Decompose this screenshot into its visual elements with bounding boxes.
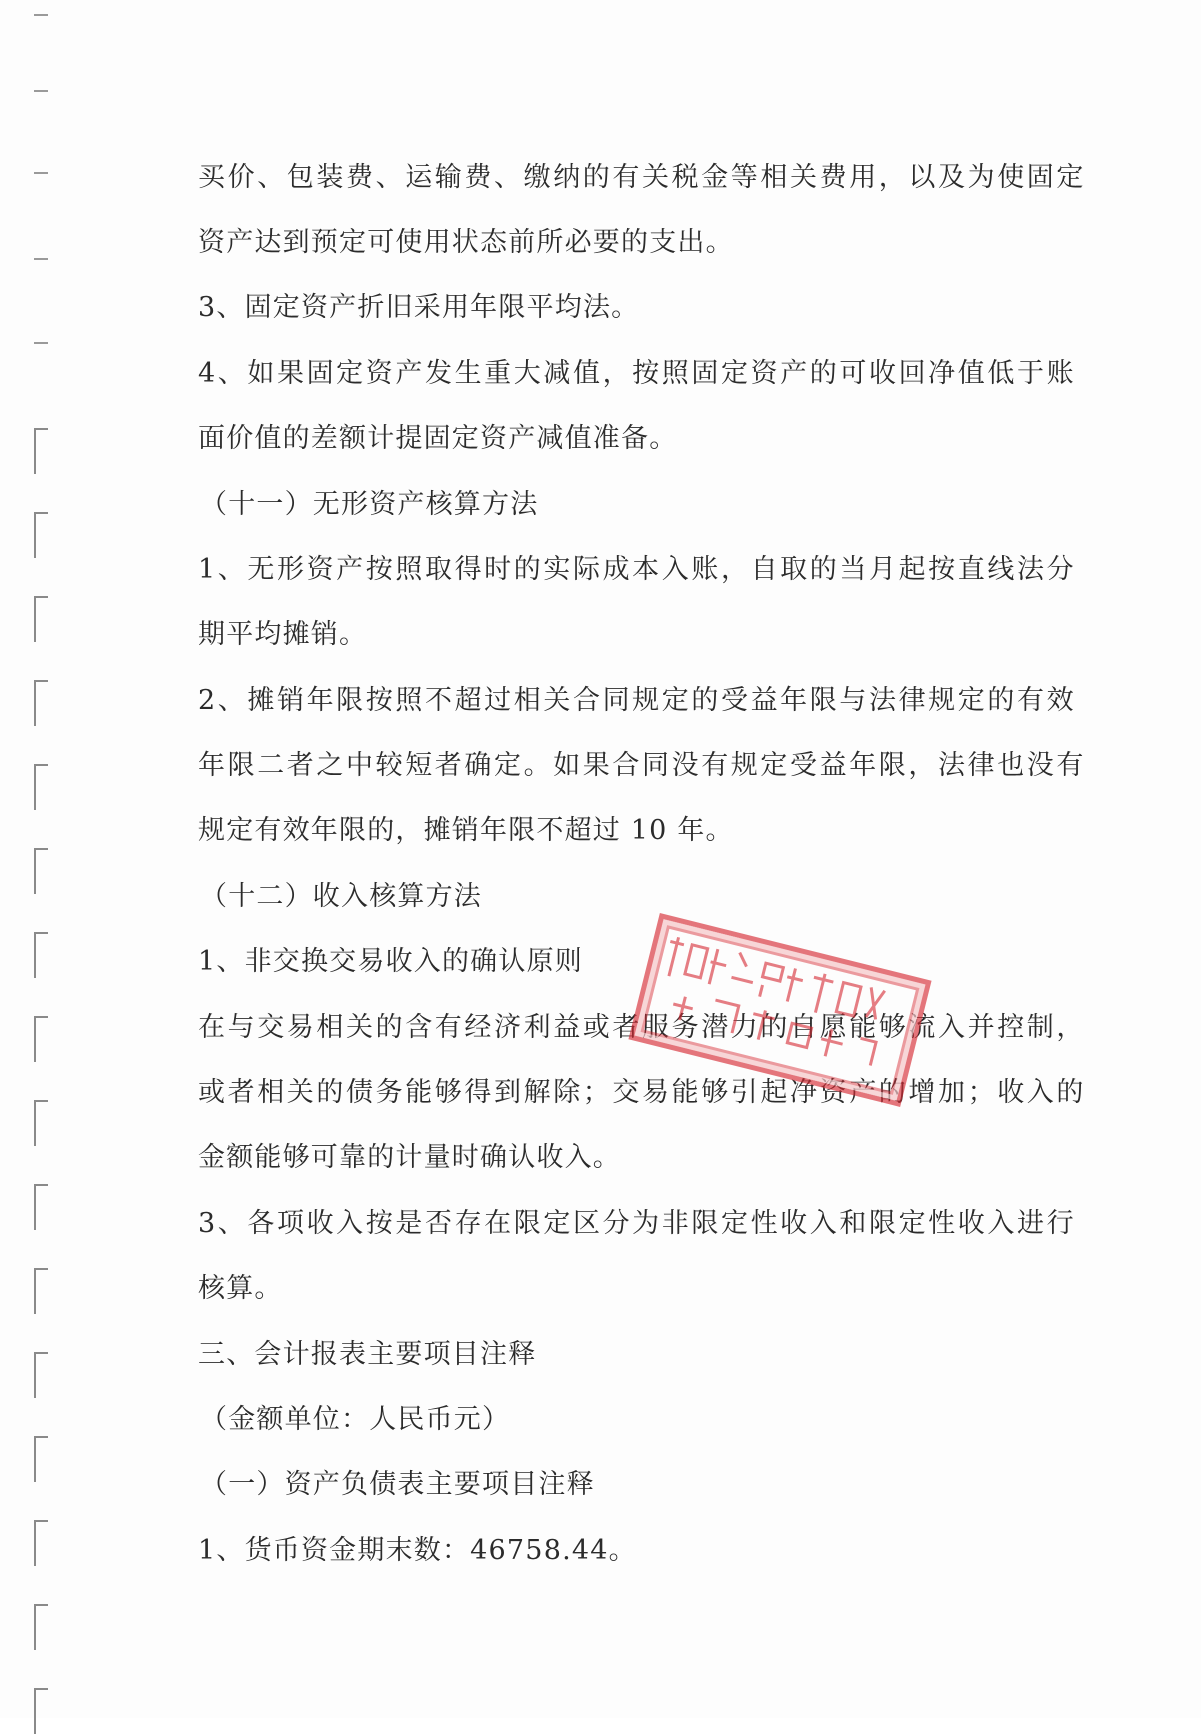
binding-hole — [34, 1352, 48, 1398]
list-item-text: 3、各项收入按是否存在限定区分为非限定性收入和限定性收入进行 — [198, 1208, 1077, 1239]
binding-hole — [34, 1100, 48, 1146]
binding-hole — [34, 1604, 48, 1650]
binding-mark — [34, 14, 48, 16]
body-text-line: 期平均摊销。 — [198, 619, 368, 650]
list-item-text: 1、货币资金期末数：46758.44。 — [198, 1535, 637, 1566]
body-text-line: 面价值的差额计提固定资产减值准备。 — [198, 423, 678, 454]
binding-hole — [34, 1520, 48, 1566]
list-item-text: 1、非交换交易收入的确认原则 — [198, 946, 583, 977]
body-text-line: 核算。 — [198, 1273, 283, 1304]
section-heading: （十一）无形资产核算方法 — [200, 489, 539, 520]
section-heading: （十二）收入核算方法 — [200, 881, 482, 912]
list-item-text: 4、如果固定资产发生重大减值，按照固定资产的可收回净值低于账 — [198, 358, 1077, 389]
section-heading: 三、会计报表主要项目注释 — [198, 1339, 537, 1370]
body-text-line: 在与交易相关的含有经济利益或者服务潜力的自愿能够流入并控制， — [198, 1012, 1086, 1043]
binding-mark — [34, 172, 48, 174]
list-item-text: 1、无形资产按照取得时的实际成本入账，自取的当月起按直线法分 — [198, 554, 1077, 585]
binding-holes — [34, 0, 54, 1718]
binding-hole — [34, 1016, 48, 1062]
body-text-line: 买价、包装费、运输费、缴纳的有关税金等相关费用，以及为使固定 — [198, 162, 1086, 193]
binding-mark — [34, 258, 48, 260]
binding-hole — [34, 848, 48, 894]
body-text-line: 资产达到预定可使用状态前所必要的支出。 — [198, 227, 734, 258]
body-text-line: 金额能够可靠的计量时确认收入。 — [198, 1142, 621, 1173]
body-text-line: 或者相关的债务能够得到解除；交易能够引起净资产的增加；收入的 — [198, 1077, 1086, 1108]
binding-hole — [34, 1268, 48, 1314]
binding-hole — [34, 932, 48, 978]
binding-hole — [34, 428, 48, 474]
body-text-line: 规定有效年限的，摊销年限不超过 10 年。 — [198, 815, 734, 846]
binding-hole — [34, 512, 48, 558]
section-heading: （一）资产负债表主要项目注释 — [200, 1469, 595, 1500]
binding-mark — [34, 342, 48, 344]
body-text-line: 年限二者之中较短者确定。如果合同没有规定受益年限，法律也没有 — [198, 750, 1086, 781]
list-item-text: 3、固定资产折旧采用年限平均法。 — [198, 292, 640, 323]
binding-hole — [34, 1436, 48, 1482]
binding-hole — [34, 1184, 48, 1230]
seal-mark-icon — [637, 919, 916, 1089]
unit-note: （金额单位：人民币元） — [200, 1404, 511, 1435]
list-item-text: 2、摊销年限按照不超过相关合同规定的受益年限与法律规定的有效 — [198, 685, 1077, 716]
binding-hole — [34, 1688, 48, 1734]
binding-hole — [34, 596, 48, 642]
binding-hole — [34, 680, 48, 726]
binding-hole — [34, 764, 48, 810]
binding-mark — [34, 90, 48, 92]
